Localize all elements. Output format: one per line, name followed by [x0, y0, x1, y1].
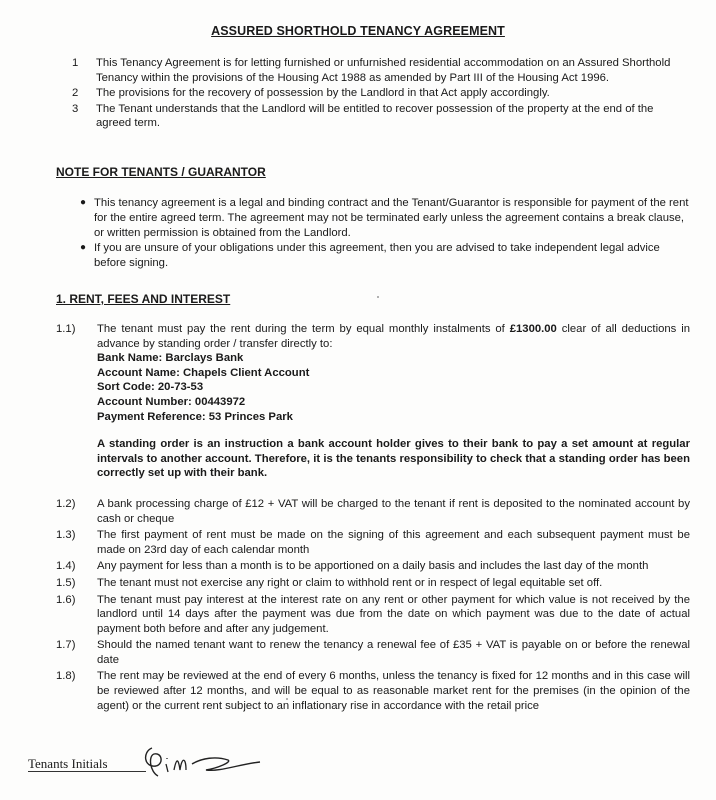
note-bullet: [80, 241, 690, 271]
clause-number: 1.2): [56, 497, 76, 510]
section-1-heading: 1. RENT, FEES AND INTEREST: [56, 292, 231, 306]
clause-number: 1.3): [56, 529, 76, 542]
clause: [56, 638, 690, 667]
clause: [56, 559, 690, 574]
clause-number: 1.5): [56, 576, 76, 589]
note-bullets: [80, 196, 690, 272]
clause-number: 1.8): [56, 670, 76, 683]
bullet-icon: ●: [80, 197, 87, 208]
intro-item-number: 3: [72, 102, 79, 115]
scan-speck: [377, 296, 379, 298]
clause-text: The tenant must not exercise any right or claim to withhold rent or in respect of legal equitable set off.: [97, 576, 603, 589]
intro-item-number: 2: [72, 87, 79, 99]
note-bullet: [80, 196, 690, 240]
intro-item: [72, 56, 682, 85]
signature-icon: [140, 742, 280, 782]
clause-number: 1.1): [56, 323, 76, 335]
clause-text: [97, 322, 690, 481]
spacer: [56, 483, 690, 497]
clause-number: 1.6): [56, 593, 76, 606]
intro-item-number: 1: [72, 57, 79, 69]
clause-text: The tenant must pay interest at the interest rate on any rent or other payment for which value is not received by the landlord until 14 days after the payment was due from the date on which payment was due to the date of actual payment both before and after any judgement.: [97, 593, 690, 635]
clause: [56, 497, 690, 526]
payment-reference: Payment Reference: 53 Princes Park: [97, 410, 293, 423]
document-title: ASSURED SHORTHOLD TENANCY AGREEMENT: [211, 24, 505, 38]
bank-details: [97, 351, 690, 424]
clause: [56, 576, 690, 591]
rent-amount: £1300.00: [509, 323, 557, 335]
intro-list: [72, 56, 682, 132]
clause: [56, 669, 690, 713]
standing-order-note: A standing order is an instruction a bank account holder gives to their bank to pay a set amount at regular intervals to another account. Therefore, it is the tenants responsibility to check that a standing order has been correctly set up with their bank.: [97, 438, 690, 480]
clause-text: The first payment of rent must be made on the signing of this agreement and each subsequent payment must be made on 23rd day of each calendar month: [97, 529, 690, 556]
clause-1-1: [56, 322, 690, 481]
clause-text: Any payment for less than a month is to be apportioned on a daily basis and includes the last day of the month: [97, 560, 649, 573]
clause-number: 1.4): [56, 560, 76, 573]
intro-item: [72, 86, 682, 101]
clause-text-before: The tenant must pay the rent during the term by equal monthly instalments of: [97, 323, 510, 335]
clause: [56, 528, 690, 557]
tenants-initials-label: Tenants Initials: [28, 756, 108, 771]
clause-text: The rent may be reviewed at the end of every 6 months, unless the tenancy is fixed for 12 months and in this case will be reviewed after 12 months, and will be equal to as reasonable market rent for the premises (in the opinion of the agent) or the current rent subject to an inflationary rise in accordance with the retail price: [97, 670, 690, 712]
clause: [56, 593, 690, 637]
clause-text: A bank processing charge of £12 + VAT will be charged to the tenant if rent is deposited to the nominated account by cash or cheque: [97, 497, 690, 525]
bullet-icon: ●: [80, 242, 87, 254]
intro-item-text: This Tenancy Agreement is for letting furnished or unfurnished residential accommodation on an Assured Shorthold Tenancy within the provisions of the Housing Act 1988 as amended by Part III of the Housing Act 1996.: [96, 57, 671, 84]
clause-list: [56, 322, 690, 715]
account-number: Account Number: 00443972: [97, 395, 246, 408]
note-bullet-text: If you are unsure of your obligations under this agreement, then you are advised to take independent legal advice before signing.: [94, 242, 660, 270]
account-name: Account Name: Chapels Client Account: [97, 366, 310, 379]
intro-item-text: The provisions for the recovery of possession by the Landlord in that Act apply accordingly.: [96, 87, 550, 99]
clause-text-after: clear of all deductions in advance by standing order / transfer directly to:: [97, 323, 690, 350]
note-heading: NOTE FOR TENANTS / GUARANTOR: [56, 165, 266, 179]
intro-item: [72, 102, 682, 131]
bank-name: Bank Name: Barclays Bank: [97, 352, 244, 365]
intro-item-text: The Tenant understands that the Landlord will be entitled to recover possession of the property at the end of the agreed term.: [96, 102, 654, 129]
sort-code: Sort Code: 20-73-53: [97, 381, 204, 394]
note-bullet-text: This tenancy agreement is a legal and binding contract and the Tenant/Guarantor is responsible for payment of the rent for the entire agreed term. The agreement may not be terminated early unless the agreement contains a break clause, or written permission is obtained from the Landlord.: [94, 197, 689, 239]
initials-line: [28, 771, 146, 772]
clause-number: 1.7): [56, 639, 76, 652]
clause-text: Should the named tenant want to renew the tenancy a renewal fee of £35 + VAT is payable on or before the renewal date: [97, 639, 690, 666]
scan-speck: [286, 698, 288, 700]
